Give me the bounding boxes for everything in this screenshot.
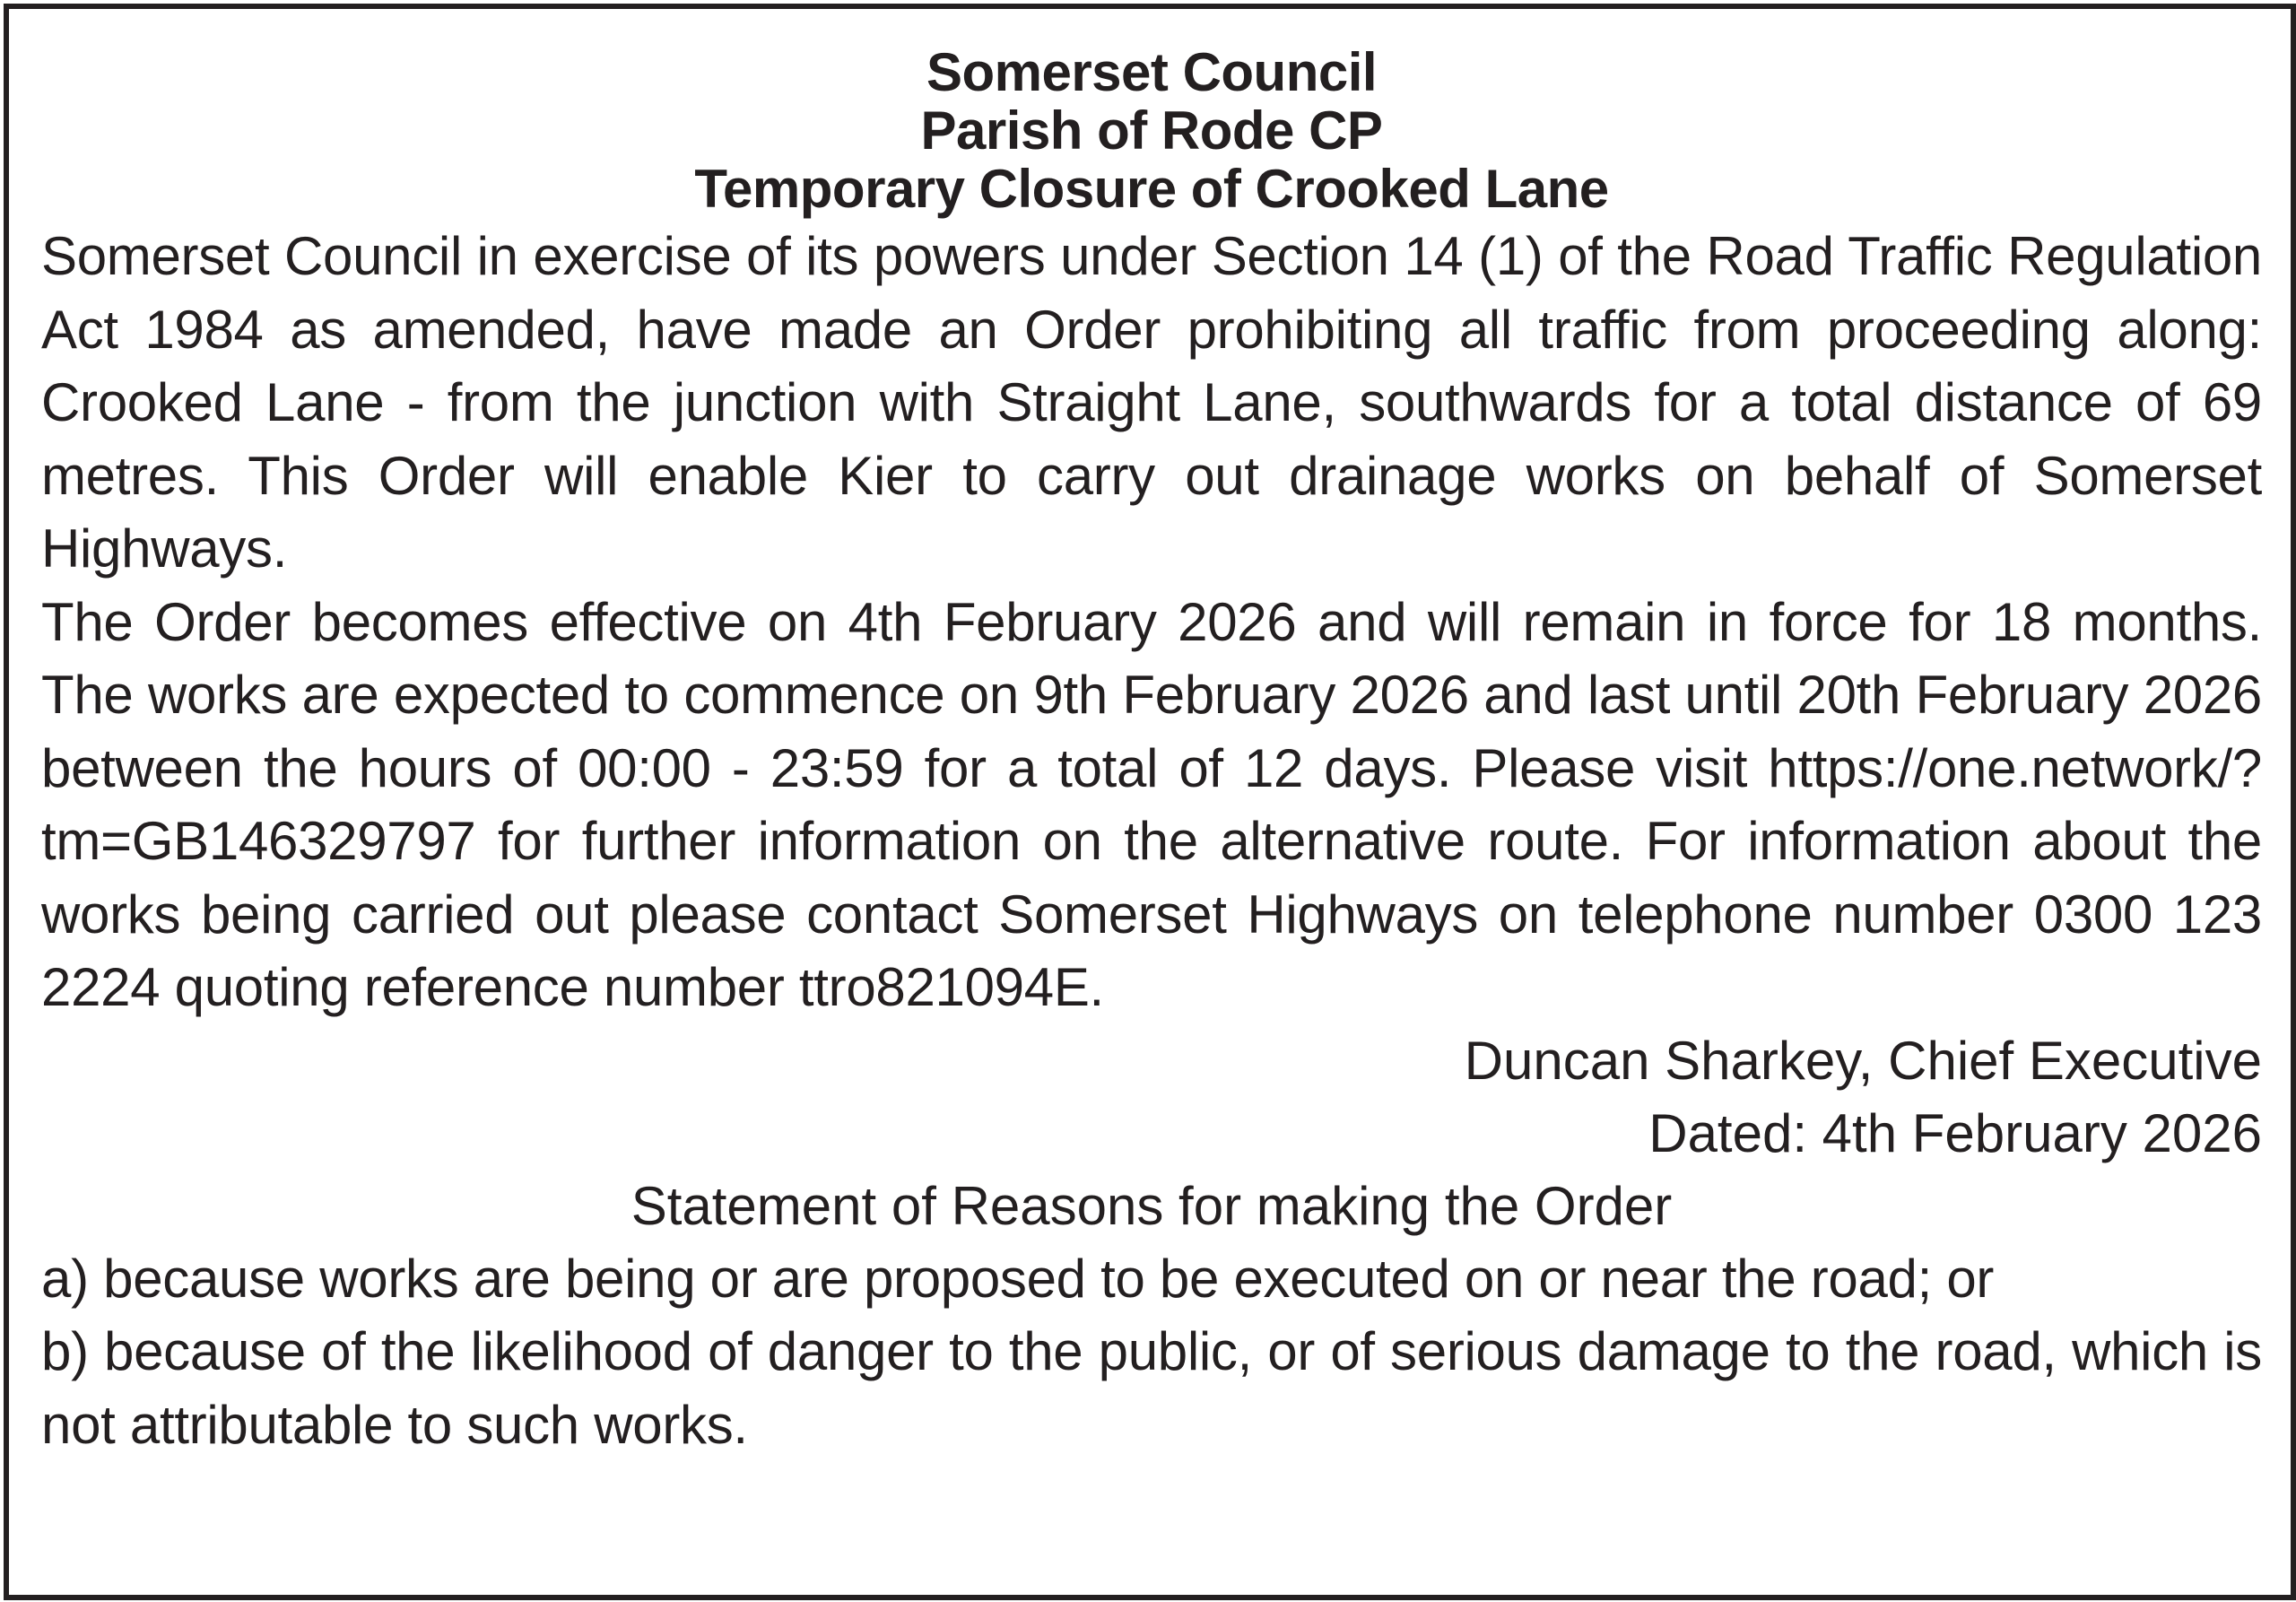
date-line: Dated: 4th February 2026 [1648,1102,2262,1163]
parish-name: Parish of Rode CP [920,100,1383,161]
notice-title: Temporary Closure of Crooked Lane [694,159,1609,219]
signatory: Duncan Sharkey, Chief Executive [1464,1030,2262,1091]
notice-content [41,43,2262,1461]
reasons-heading: Statement of Reasons for making the Order [631,1175,1673,1236]
reason-a: a) because works are being or are proposed to be executed on or near the road; or [41,1248,1995,1309]
notice-frame [4,4,2296,1600]
order-paragraph: Somerset Council in exercise of its powers under Section 14 (1) of the Road Traffic Regulation Act 1984 as amended, have made an Order prohibiting all traffic from proceeding along: Crooked Lane - from the junction with Straight Lane, southwards for a total distance of 69 metres. This Order will enable Kier to carry out drainage works on behalf of Somerset Highways. [41,226,2262,579]
council-name: Somerset Council [926,42,1378,102]
effective-paragraph: The Order becomes effective on 4th February 2026 and will remain in force for 18 months. The works are expected to commence on 9th February 2026 and last until 20th February 2026 between the hours of 00:00 - 23:59 for a total of 12 days. Please visit https://one.network/?tm=GB146329797 for further information on the alternative route. For information about the works being carried out please contact Somerset Highways on telephone number 0300 123 2224 quoting reference number ttro821094E. [41,591,2262,1017]
reason-b: b) because of the likelihood of danger to the public, or of serious damage to the road, which is not attributable to such works. [41,1321,2262,1455]
